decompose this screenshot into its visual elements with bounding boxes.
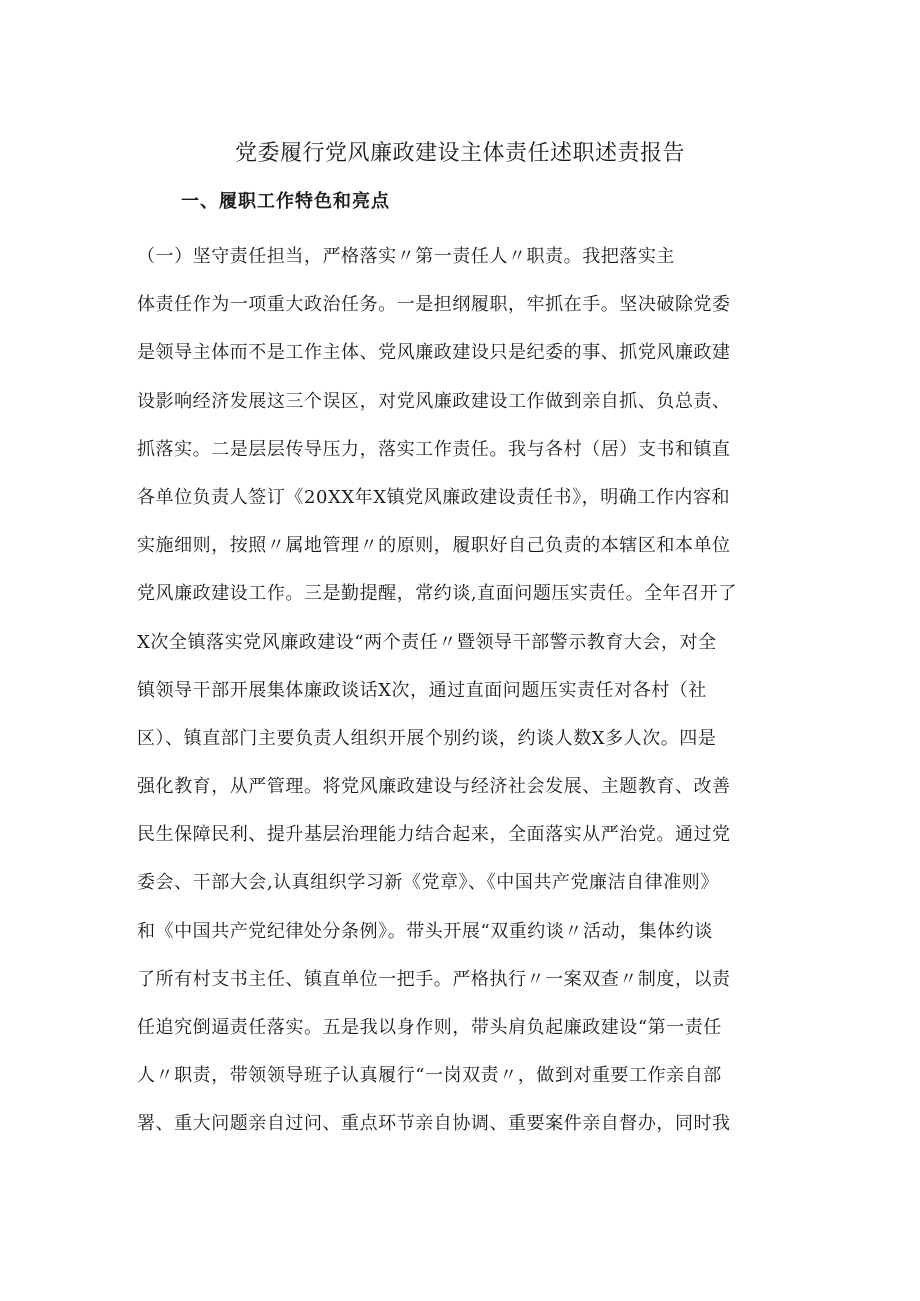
body-line: 镇领导干部开展集体廉政谈话X次，通过直面问题压实责任对各村（社: [137, 679, 707, 701]
body-line: 区）、镇直部门主要负责人组织开展个别约谈，约谈人数X多人次。四是: [137, 727, 717, 749]
body-line: 设影响经济发展这三个误区，对党风廉政建设工作做到亲自抓、负总责、: [137, 390, 731, 412]
body-line: 强化教育，从严管理。将党风廉政建设与经济社会发展、主题教育、改善: [137, 776, 731, 798]
body-line: 任追究倒逼责任落实。五是我以身作则，带头肩负起廉政建设“第一责任: [137, 1017, 722, 1038]
body-line: X次全镇落实党风廉政建设“两个责任〃暨领导干部警示教育大会，对全: [137, 631, 717, 653]
body-line: 人〃职责，带领领导班子认真履行“一岗双责〃，做到对重要工作亲自部: [137, 1065, 722, 1087]
document-title: 党委履行党风廉政建设主体责任述职述责报告: [234, 141, 685, 166]
body-line: 各单位负责人签订《20XX年X镇党风廉政建设责任书》，明确工作内容和: [137, 486, 731, 508]
section-heading: 一、履职工作特色和亮点: [181, 191, 390, 212]
body-line: 署、重大问题亲自过问、重点环节亲自协调、重要案件亲自督办，同时我: [137, 1113, 731, 1135]
body-line: 实施细则，按照〃属地管理〃的原则，履职好自己负责的本辖区和本单位: [137, 535, 731, 557]
body-line: 和《中国共产党纪律处分条例》。带头开展“双重约谈〃活动，集体约谈: [137, 920, 713, 942]
body-paragraph: [137, 233, 785, 1149]
body-line: （一）坚守责任担当，严格落实〃第一责任人〃职责。我把落实主: [137, 246, 675, 267]
body-line: 是领导主体而不是工作主体、党风廉政建设只是纪委的事、抓党风廉政建: [137, 342, 731, 364]
body-line: 党风廉政建设工作。三是勤提醒，常约谈,直面问题压实责任。全年召开了: [137, 583, 737, 605]
body-line: 民生保障民利、提升基层治理能力结合起来，全面落实从严治党。通过党: [137, 824, 731, 846]
body-line: 体责任作为一项重大政治任务。一是担纲履职，牢抓在手。坚决破除党委: [137, 294, 731, 316]
body-line: 抓落实。二是层层传导压力，落实工作责任。我与各村（居）支书和镇直: [137, 438, 731, 460]
body-line: 了所有村支书主任、镇直单位一把手。严格执行〃一案双查〃制度，以责: [137, 968, 731, 990]
body-line: 委会、干部大会,认真组织学习新《党章》、《中国共产党廉洁自律准则》: [137, 872, 719, 894]
